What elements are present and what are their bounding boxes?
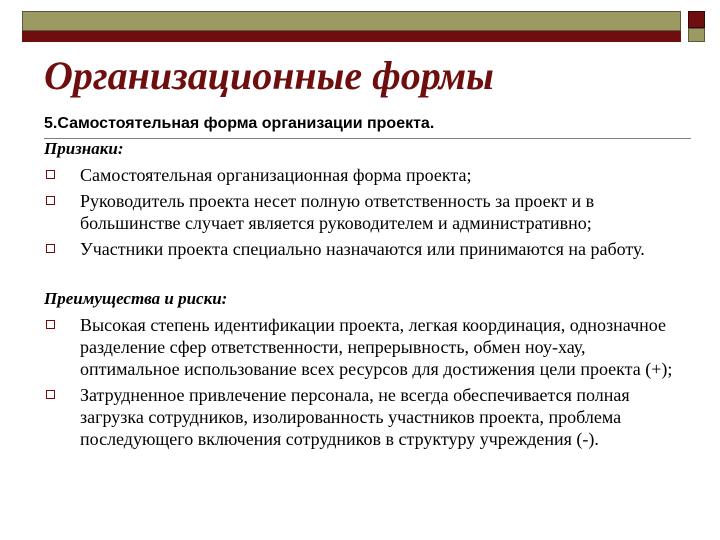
list-item xyxy=(44,164,686,186)
slide-subtitle: 5.Самостоятельная форма организации проекта. xyxy=(44,115,435,132)
list-item-text: Затрудненное привлечение персонала, не всегда обеспечивается полная загрузка сотрудников, изолированность участников проекта, проблема последующего включения сотрудников в структуру учреждения (-). xyxy=(80,385,630,449)
list-item xyxy=(44,384,686,450)
square-bullet-icon xyxy=(46,320,55,329)
list-item xyxy=(44,190,686,234)
list-item-text: Участники проекта специально назначаются или принимаются на работу. xyxy=(80,239,645,259)
corner-square-maroon xyxy=(688,11,705,28)
slide-body xyxy=(44,138,686,450)
top-band-olive xyxy=(22,11,681,31)
square-bullet-icon xyxy=(46,390,55,399)
square-bullet-icon xyxy=(46,170,55,179)
list-item xyxy=(44,314,686,380)
corner-square-olive xyxy=(688,28,705,42)
section-label-advantages-risks: Преимущества и риски: xyxy=(44,289,228,308)
list-item-text: Самостоятельная организационная форма проекта; xyxy=(80,165,472,185)
section-label-features: Признаки: xyxy=(44,139,124,158)
section-spacer xyxy=(44,260,686,288)
square-bullet-icon xyxy=(46,244,55,253)
list-item-text: Высокая степень идентификации проекта, легкая координация, однозначное разделение сфер ответственности, непрерывность, обмен ноу-хау, оптимальное использование всех ресурсов для достижения цели проекта (+); xyxy=(80,315,673,379)
square-bullet-icon xyxy=(46,196,55,205)
slide-title: Организационные формы xyxy=(44,53,494,98)
features-list xyxy=(44,164,686,260)
list-item-text: Руководитель проекта несет полную ответственность за проект и в большинстве случает является руководителем и административно; xyxy=(80,191,595,233)
top-band-maroon xyxy=(22,31,681,42)
advantages-risks-list xyxy=(44,314,686,450)
list-item xyxy=(44,238,686,260)
